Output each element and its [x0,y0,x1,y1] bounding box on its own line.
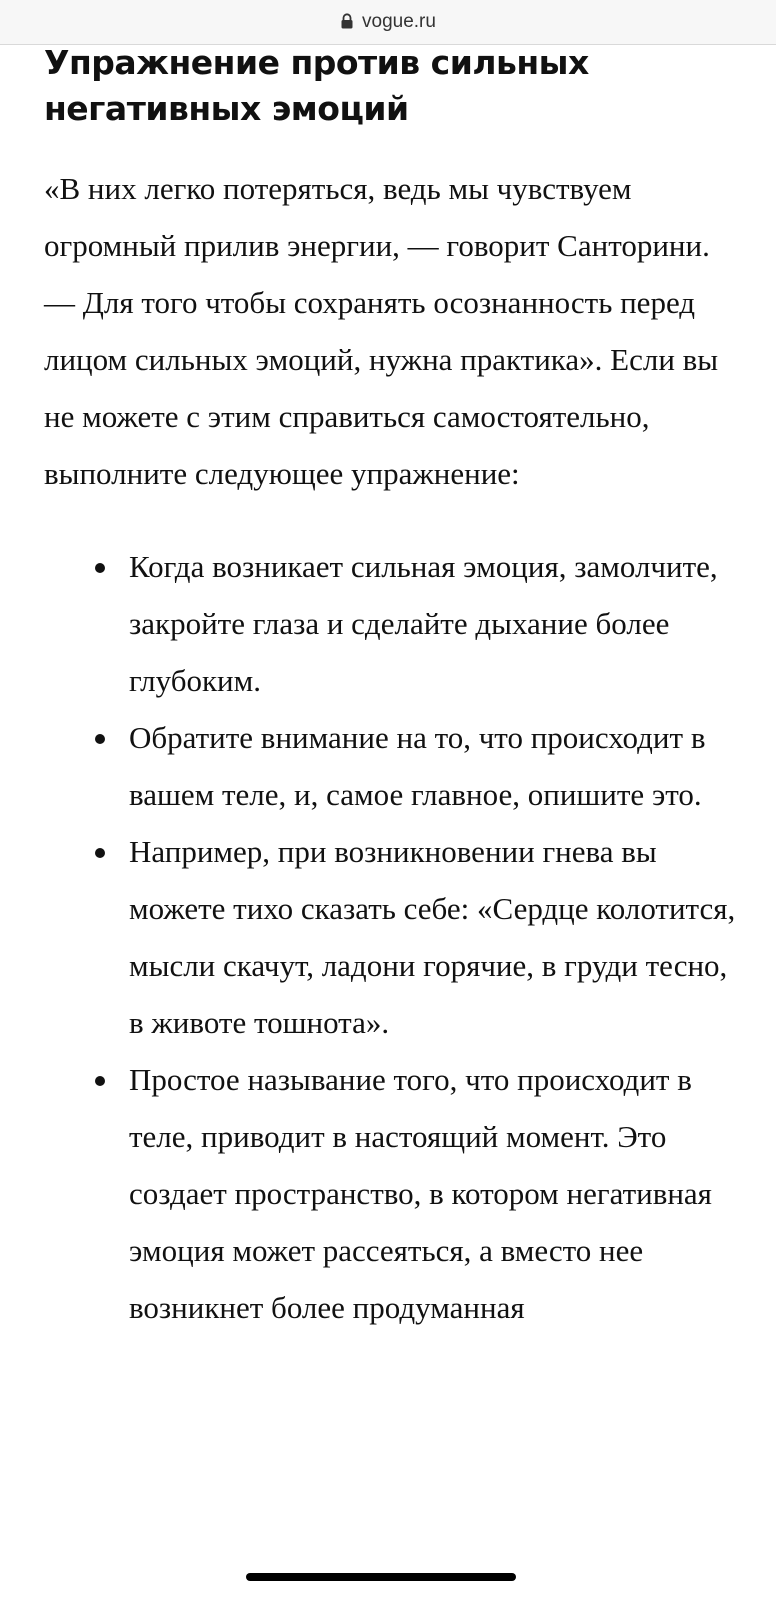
list-item-text: Когда возникает сильная эмоция, замолчите, закройте глаза и сделайте дыхание более глубоким. [129,549,718,698]
list-item [44,1051,739,1336]
list-item-text: Простое называние того, что происходит в теле, приводит в настоящий момент. Это создает пространство, в котором негативная эмоция может рассеяться, а вместо нее возникнет более продуманная [129,1062,712,1325]
bullet-dot [95,734,105,744]
list-item-text: Например, при возникновении гнева вы можете тихо сказать себе: «Сердце колотится, мысли скачут, ладони горячие, в груди тесно, в животе тошнота». [129,834,736,1040]
lock-icon [340,13,354,29]
address-bar[interactable] [0,0,776,45]
bullet-dot [95,563,105,573]
bullet-dot [95,1076,105,1086]
list-item [44,709,739,823]
list-item-text: Обратите внимание на то, что происходит в вашем теле, и, самое главное, опишите это. [129,720,706,812]
url-domain: vogue.ru [362,11,436,32]
intro-paragraph: «В них легко потеряться, ведь мы чувствуем огромный прилив энергии, — говорит Санторини. — Для того чтобы сохранять осознанность перед лицом сильных эмоций, нужна практика». Если вы не можете с этим справиться самостоятельно, выполните следующее упражнение: [44,171,719,491]
list-item [44,823,739,1051]
home-indicator[interactable] [246,1573,516,1581]
section-heading: Упражнение против сильных негативных эмоций [44,43,589,128]
list-item [44,538,739,709]
bullet-dot [95,848,105,858]
article-body [44,40,744,1336]
exercise-list [44,538,744,1336]
